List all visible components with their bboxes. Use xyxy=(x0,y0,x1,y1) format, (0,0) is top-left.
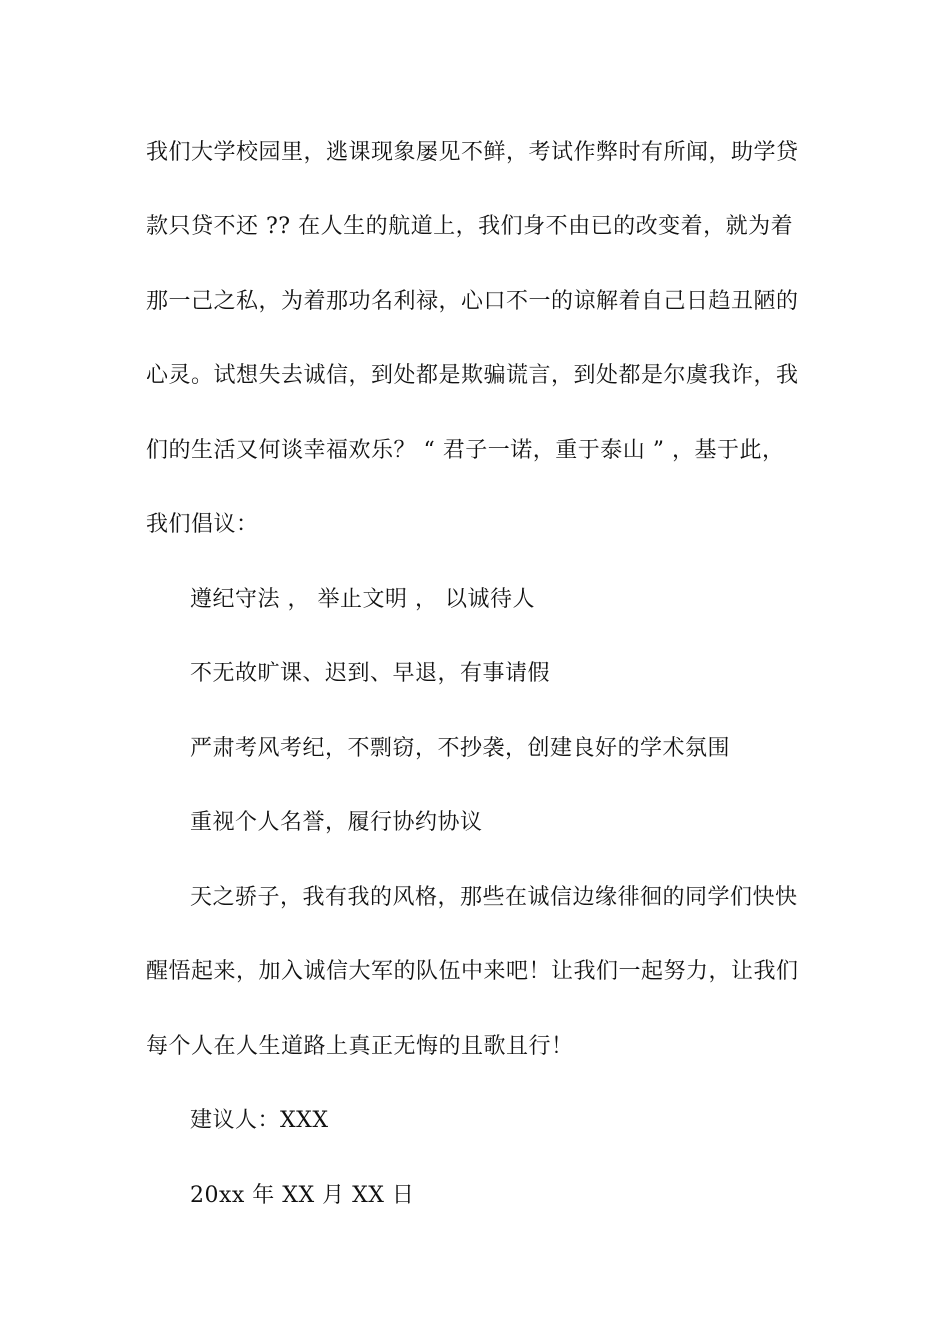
paragraph-line: 我们大学校园里，逃课现象屡见不鲜，考试作弊时有所闻，助学贷 xyxy=(146,140,799,165)
paragraph-line: 心灵。试想失去诚信，到处都是欺骗谎言，到处都是尔虞我诈，我 xyxy=(146,363,799,388)
paragraph-line: 每个人在人生道路上真正无悔的且歌且行！ xyxy=(146,1034,574,1059)
paragraph-line: 天之骄子，我有我的风格，那些在诚信边缘徘徊的同学们快快 xyxy=(190,885,798,910)
proposal-item: 不无故旷课、迟到、早退，有事请假 xyxy=(190,661,551,686)
paragraph-line: 款只贷不还 ?? 在人生的航道上，我们身不由已的改变着，就为着 xyxy=(146,214,794,239)
paragraph-line: 那一己之私，为着那功名利禄，心口不一的谅解着自己日趋丑陋的 xyxy=(146,289,799,314)
paragraph-line: 醒悟起来，加入诚信大军的队伍中来吧！让我们一起努力，让我们 xyxy=(146,959,799,984)
paragraph-line: 们的生活又何谈幸福欢乐？ “ 君子一诺，重于泰山 ” ，基于此， xyxy=(146,438,785,463)
proposal-item: 遵纪守法 ， 举止文明 ， 以诚待人 xyxy=(190,587,535,612)
signature-date: 20xx 年 XX 月 XX 日 xyxy=(190,1183,415,1208)
paragraph-line: 我们倡议： xyxy=(146,512,259,537)
proposal-item: 重视个人名誉，履行协约协议 xyxy=(190,810,483,835)
proposal-item: 严肃考风考纪，不剽窃，不抄袭，创建良好的学术氛围 xyxy=(190,736,731,761)
proposer-name: 建议人：XXX xyxy=(190,1108,329,1133)
